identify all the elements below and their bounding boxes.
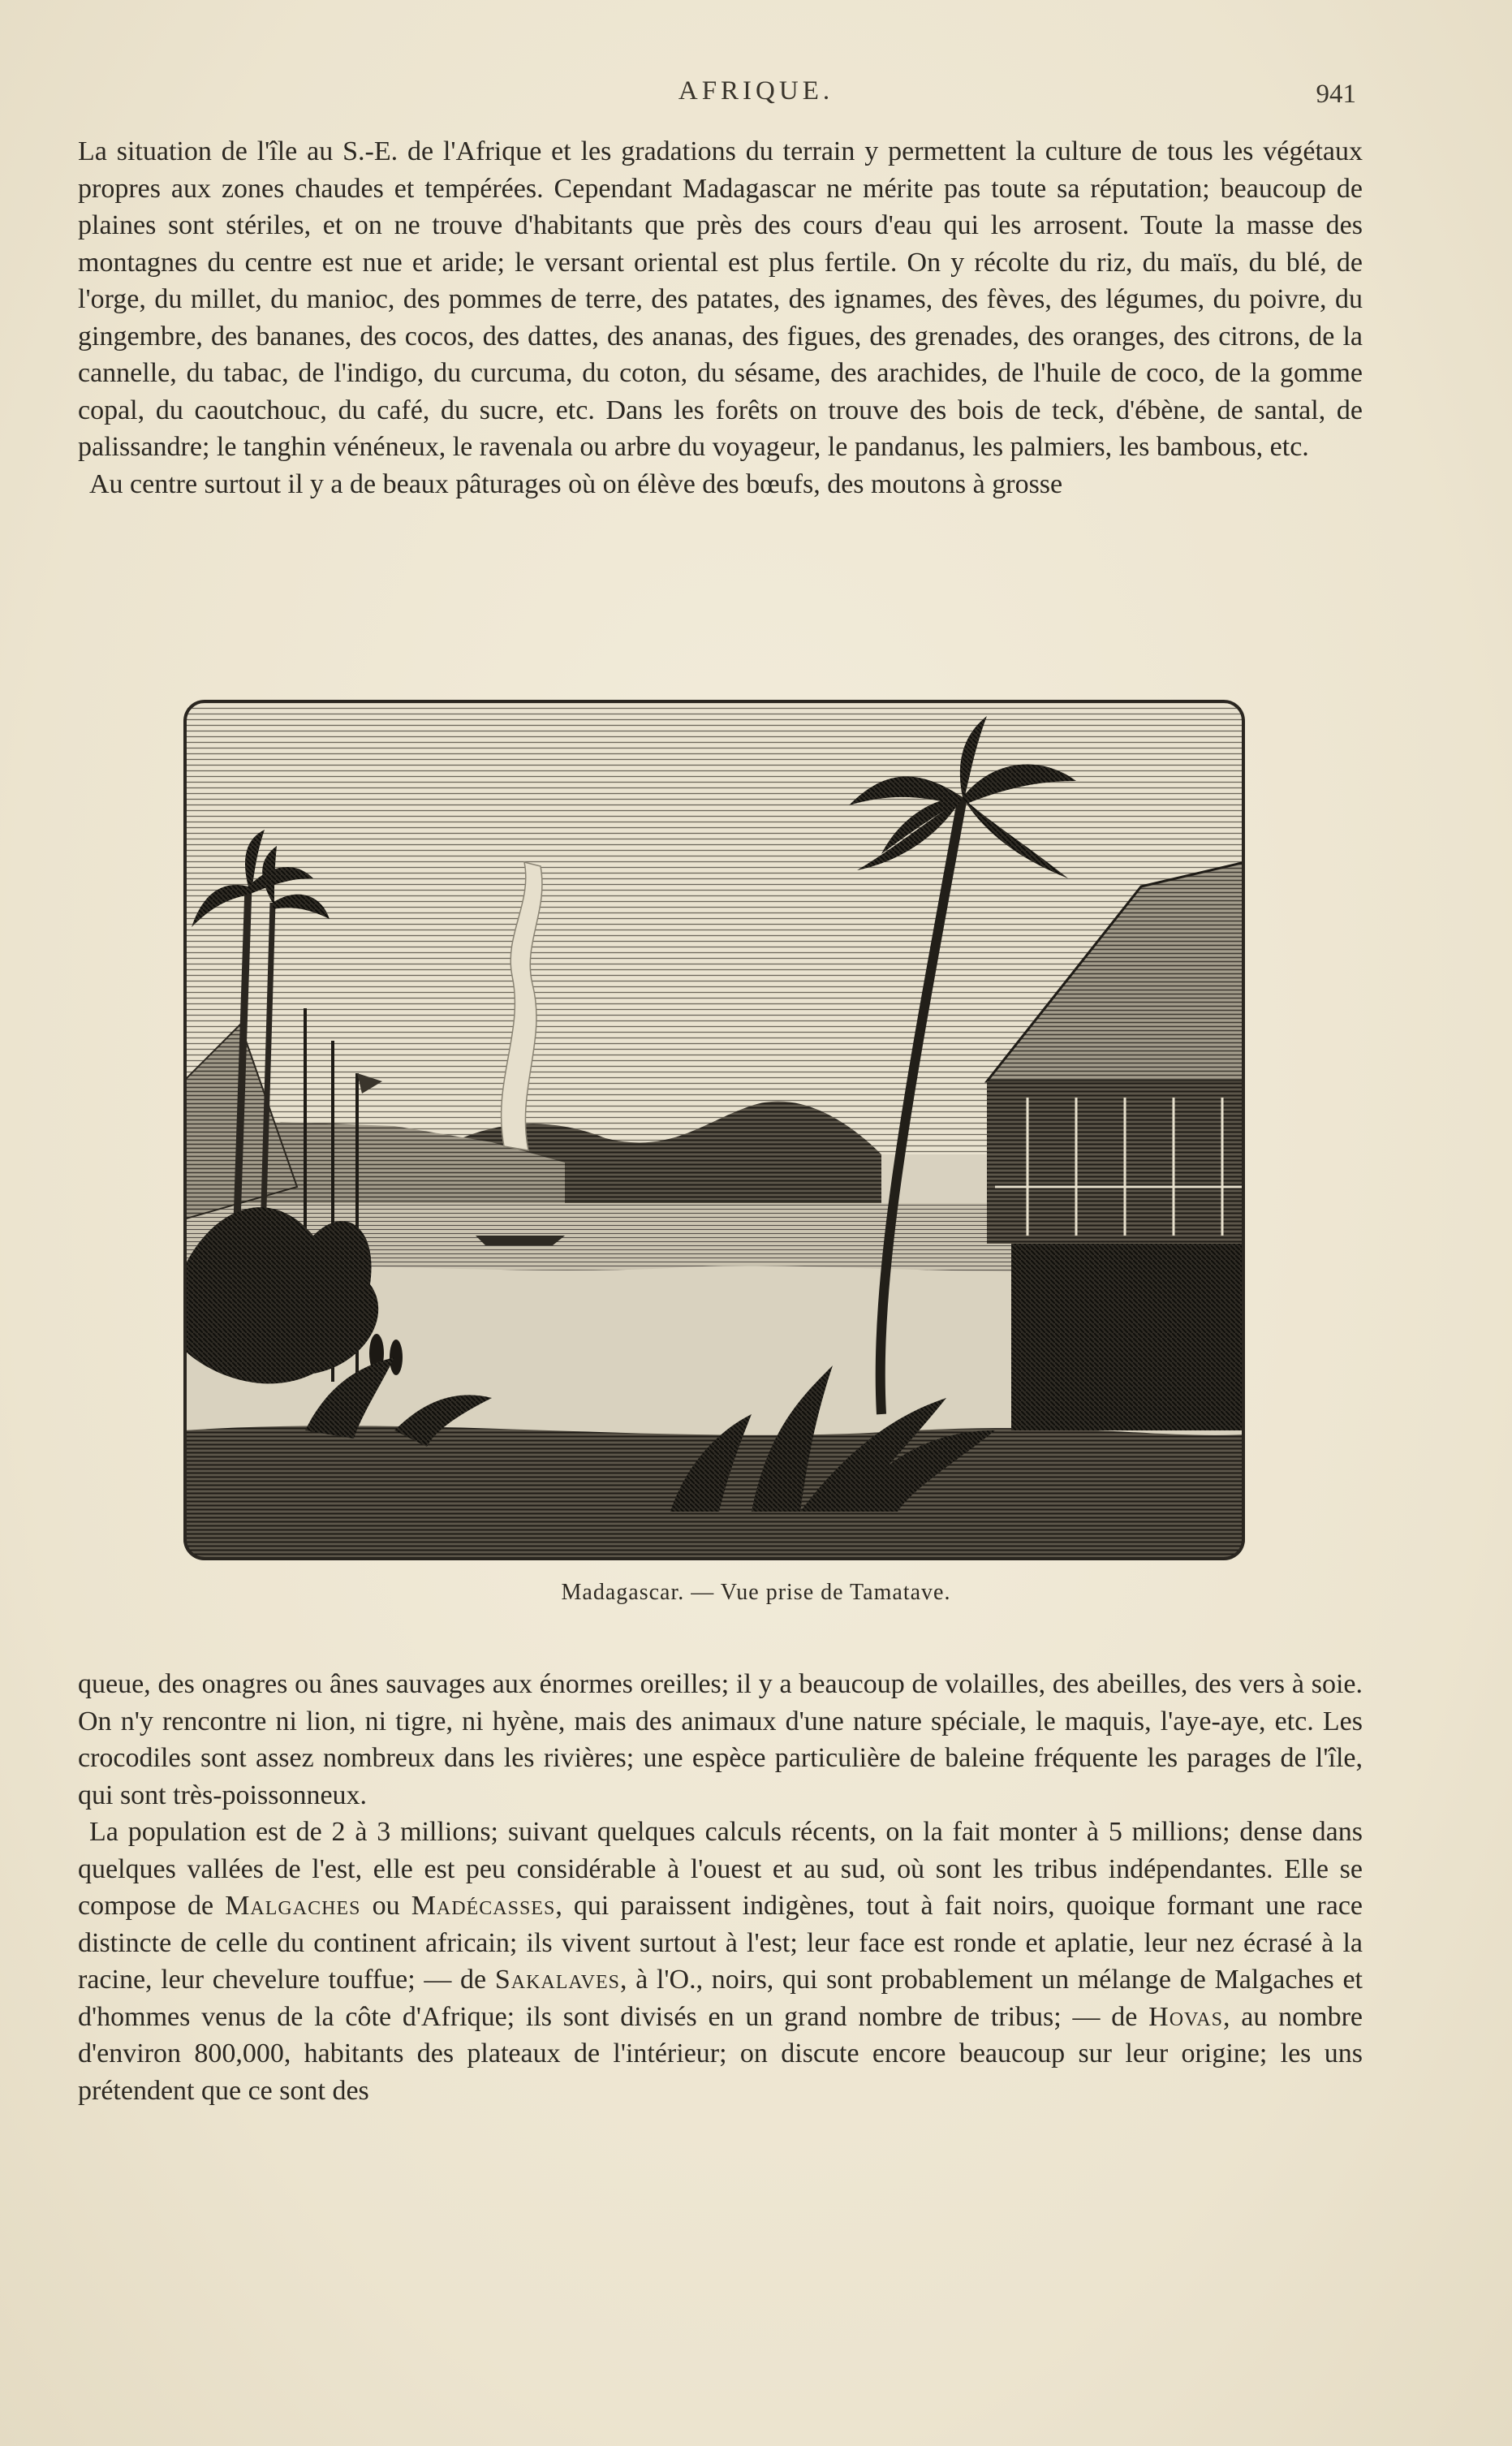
population-text: , au nombre d'environ 800,000, habitants des plateaux de l'intérieur; on discute encore beaucoup sur leur origine; les uns prétendent que ce sont des: [78, 2001, 1363, 2106]
text-block-bottom: [78, 1666, 1363, 2109]
population-text: , qui paraissent indigènes, tout à fait noirs, quoique formant une race distincte de celle du continent africain; ils vivent surtout à l'est; leur face est ronde et aplatie, leur nez écrasé à la racine, leur chevelure touffue; — de: [78, 1891, 1363, 1995]
page-number: 941: [1316, 80, 1356, 109]
text-block-top: [78, 133, 1363, 503]
foliage-bush: [183, 1207, 378, 1383]
term-hovas: Hovas: [1148, 2001, 1223, 2032]
house-lower-floor: [1011, 1244, 1245, 1430]
term-madecasses: Madécasses: [411, 1891, 556, 1921]
house-upper-floor: [987, 1081, 1245, 1244]
boat: [476, 1236, 565, 1245]
running-head: [0, 71, 1512, 112]
population-text: ou: [360, 1891, 411, 1921]
paragraph-pastures-start: Au centre surtout il y a de beaux pâturages où on élève des bœufs, des moutons à grosse: [89, 468, 1063, 499]
paragraph-population: [78, 1814, 1363, 2109]
term-malgaches: Malgaches: [225, 1891, 361, 1921]
term-sakalaves: Sakalaves: [494, 1965, 620, 1995]
population-text: , à l'O., noirs, qui sont probablement un mélange de Malgaches et d'hommes venus de la côte d'Afrique; ils sont divisés en un grand nombre de tribus; — de: [78, 1965, 1363, 2032]
engraving-madagascar-tamatave: [183, 700, 1245, 1560]
population-text: La population est de 2 à 3 millions; suivant quelques calculs récents, on la fait monter à 5 millions; dense dans quelques vallées de l'est, elle est peu considérable à l'ouest et au sud, où sont les tribus indépendantes. Elle se compose de: [78, 1817, 1363, 1921]
paragraph-fauna: queue, des onagres ou ânes sauvages aux énormes oreilles; il y a beaucoup de volailles, des abeilles, des vers à soie. On n'y rencontre ni lion, ni tigre, ni hyène, mais des animaux d'une nature spéciale, le maquis, l'aye-aye, etc. Les crocodiles sont assez nombreux dans les rivières; une espèce particulière de baleine fréquente les parages de l'île, qui sont très-poissonneux.: [78, 1669, 1363, 1810]
figure-person: [390, 1339, 403, 1375]
running-title: AFRIQUE.: [678, 76, 834, 106]
paragraph-vegetation: La situation de l'île au S.-E. de l'Afrique et les gradations du terrain y permettent la culture de tous les végétaux propres aux zones chaudes et tempérées. Cependant Madagascar ne mérite pas toute sa réputation; beaucoup de plaines sont stériles, et on ne trouve d'habitants que près des cours d'eau qui les arrosent. Toute la masse des montagnes du centre est nue et aride; le versant oriental est plus fertile. On y récolte du riz, du maïs, du blé, de l'orge, du millet, du manioc, des pommes de terre, des patates, des ignames, des fèves, des légumes, du poivre, du gingembre, des bananes, des cocos, des dattes, des ananas, des figues, des grenades, des oranges, des citrons, de la cannelle, du tabac, de l'indigo, du curcuma, du coton, du sésame, des arachides, de l'huile de coco, de la gomme copal, du caoutchouc, du café, du sucre, etc. Dans les forêts on trouve des bois de teck, d'ébène, de santal, de palissandre; le tanghin vénéneux, le ravenala ou arbre du voyageur, le pandanus, les palmiers, les bambous, etc.: [78, 136, 1363, 462]
figure-caption: Madagascar. — Vue prise de Tamatave.: [561, 1580, 951, 1605]
